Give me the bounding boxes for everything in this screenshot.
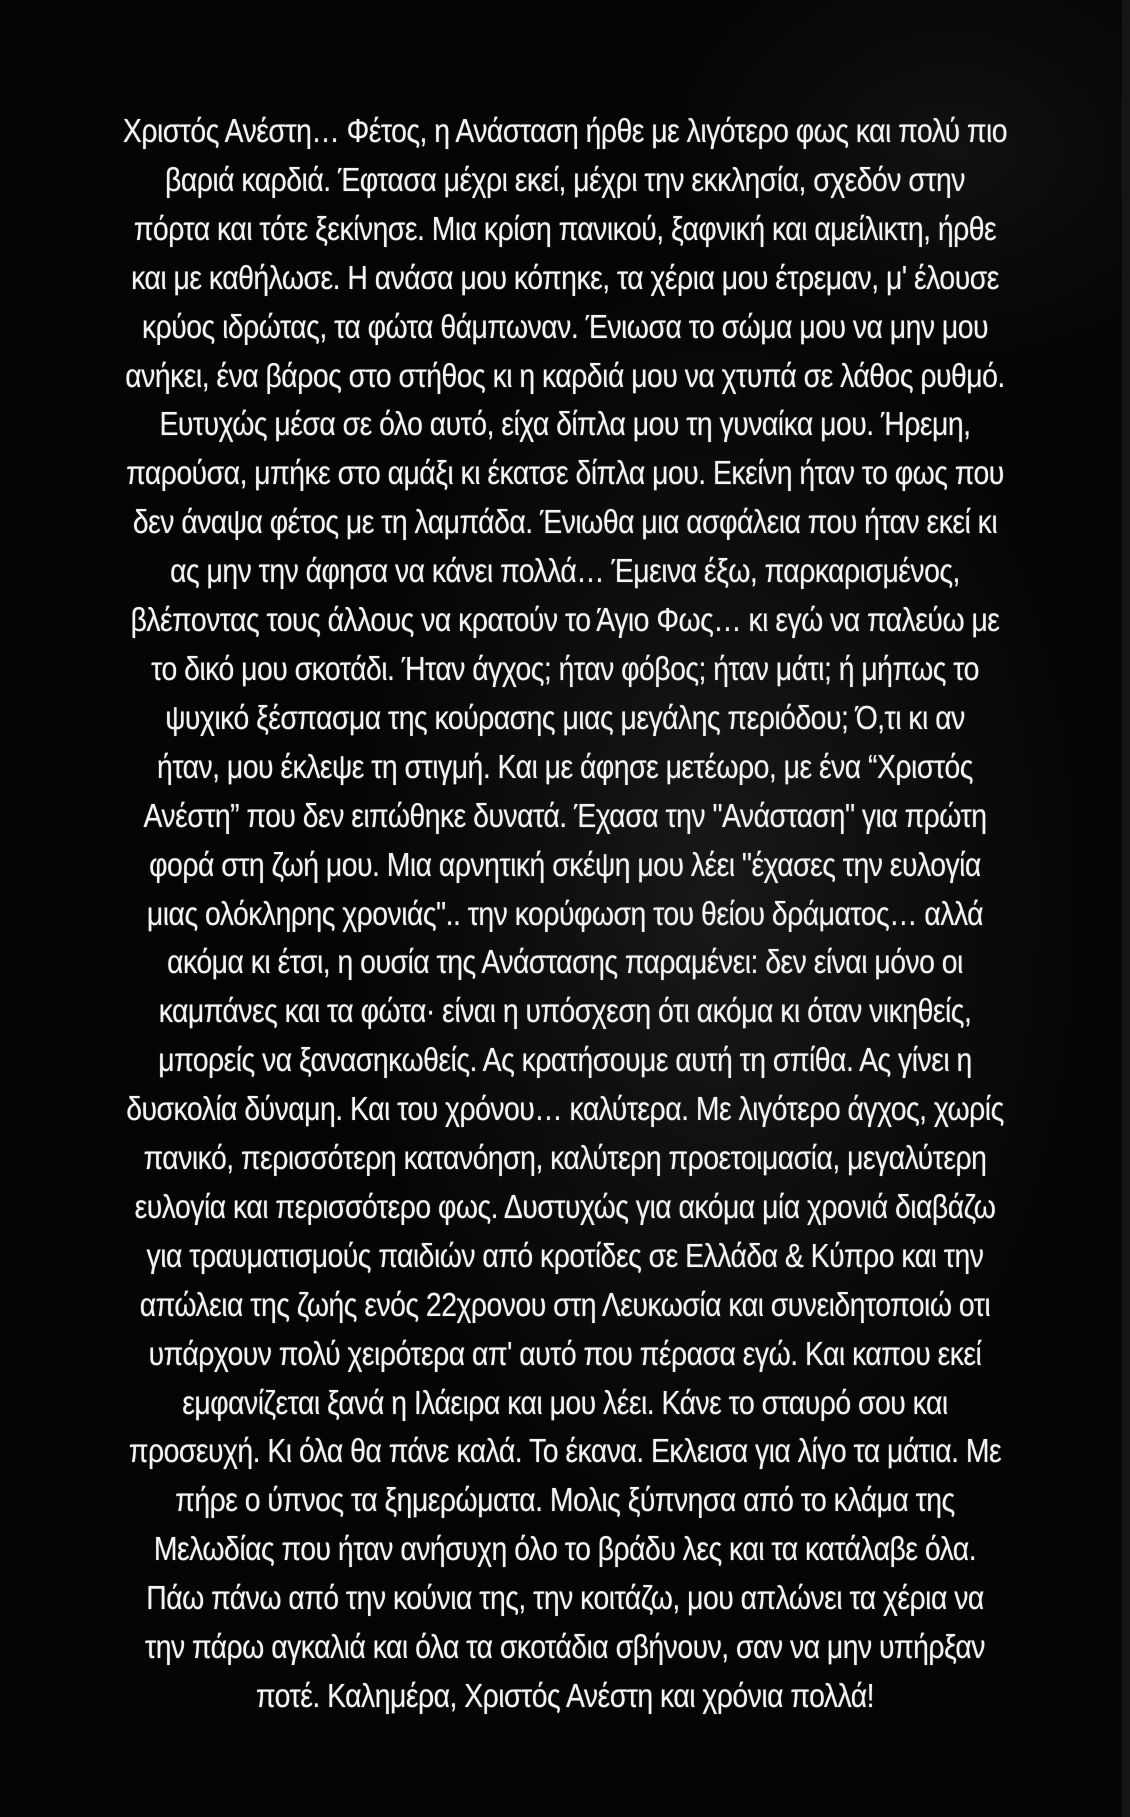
text-line: φορά στη ζωή μου. Μια αρνητική σκέψη μου λέει "έχασες την ευλογία — [149, 845, 981, 883]
text-line: παρούσα, μπήκε στο αμάξι κι έκατσε δίπλα μου. Εκείνη ήταν το φως που — [126, 454, 1004, 492]
text-line: πήρε ο ύπνος τα ξημερώματα. Μολις ξύπνησα από το κλάμα της — [175, 1481, 955, 1519]
text-line: την πάρω αγκαλιά και όλα τα σκοτάδια σβήνουν, σαν να μην υπήρξαν — [144, 1628, 985, 1666]
text-line: ποτέ. Καλημέρα, Χριστός Ανέστη και χρόνια πολλά! — [256, 1677, 874, 1714]
text-line: βαριά καρδιά. Έφτασα μέχρι εκεί, μέχρι την εκκλησία, σχεδόν στην — [165, 160, 965, 198]
text-line: μιας ολόκληρης χρονιάς".. την κορύφωση του θείου δράματος… αλλά — [146, 894, 984, 932]
text-line: δεν άναψα φέτος με τη λαμπάδα. Ένιωθα μια ασφάλεια που ήταν εκεί κι — [132, 503, 998, 541]
text-line: πανικό, περισσότερη κατανόηση, καλύτερη προετοιμασία, μεγαλύτερη — [143, 1139, 987, 1177]
text-line: ας μην την άφησα να κάνει πολλά… Έμεινα έξω, παρκαρισμένος, — [170, 552, 960, 590]
text-line: κρύος ιδρώτας, τα φώτα θάμπωναν. Ένιωσα το σώμα μου να μην μου — [141, 307, 989, 345]
text-line: ήταν, μου έκλεψε τη στιγμή. Και με άφησε μετέωρο, με ένα “Χριστός — [157, 747, 973, 785]
text-line: εμφανίζεται ξανά η Ιλάειρα και μου λέει. Κάνε το σταυρό σου και — [182, 1383, 948, 1421]
text-line: ανήκει, ένα βάρος στο στήθος κι η καρδιά μου να χτυπά σε λάθος ρυθμό. — [125, 356, 1005, 394]
story-text-block — [0, 107, 1130, 1721]
text-line: βλέποντας τους άλλους να κρατούν το Άγιο Φως… κι εγώ να παλεύω με — [130, 601, 1000, 639]
text-line: το δικό μου σκοτάδι. Ήταν άγχος; ήταν φόβος; ήταν μάτι; ή μήπως το — [151, 649, 979, 687]
text-line: δυσκολία δύναμη. Και του χρόνου… καλύτερα. Με λιγότερο άγχος, χωρίς — [126, 1090, 1004, 1128]
text-line: ευλογία και περισσότερο φως. Δυστυχώς για ακόμα μία χρονιά διαβάζω — [134, 1187, 996, 1225]
text-line: καμπάνες και τα φώτα· είναι η υπόσχεση ότι ακόμα κι όταν νικηθείς, — [158, 992, 972, 1030]
text-line: υπάρχουν πολύ χειρότερα απ' αυτό που πέρασα εγώ. Και καπου εκεί — [148, 1334, 982, 1372]
text-line: για τραυματισμούς παιδιών από κροτίδες σε Ελλάδα & Κύπρο και την — [146, 1236, 984, 1274]
text-line: απώλεια της ζωής ενός 22χρονου στη Λευκωσία και συνειδητοποιώ οτι — [139, 1285, 991, 1323]
text-line: Χριστός Ανέστη… Φέτος, η Ανάσταση ήρθε με λιγότερο φως και πολύ πιο — [122, 112, 1008, 149]
text-line: μπορείς να ξανασηκωθείς. Ας κρατήσουμε αυτή τη σπίθα. Ας γίνει η — [158, 1041, 972, 1079]
text-line: Ανέστη” που δεν ειπώθηκε δυνατά. Έχασα την "Ανάσταση" για πρώτη — [143, 796, 987, 834]
text-line: Πάω πάνω από την κούνια της, την κοιτάζω, μου απλώνει τα χέρια να — [146, 1579, 984, 1617]
text-line: ακόμα κι έτσι, η ουσία της Ανάστασης παραμένει: δεν είναι μόνο οι — [167, 943, 963, 981]
text-line: Ευτυχώς μέσα σε όλο αυτό, είχα δίπλα μου τη γυναίκα μου. Ήρεμη, — [159, 405, 971, 443]
text-line: πόρτα και τότε ξεκίνησε. Μια κρίση πανικού, ξαφνική και αμείλικτη, ήρθε — [133, 209, 997, 247]
text-line: προσευχή. Κι όλα θα πάνε καλά. Το έκανα. Εκλεισα για λίγο τα μάτια. Με — [128, 1432, 1002, 1470]
text-line: και με καθήλωσε. Η ανάσα μου κόπηκε, τα χέρια μου έτρεμαν, μ' έλουσε — [131, 258, 999, 296]
text-line: Μελωδίας που ήταν ανήσυχη όλο το βράδυ λες και τα κατάλαβε όλα. — [153, 1530, 977, 1568]
text-line: ψυχικό ξέσπασμα της κούρασης μιας μεγάλης περιόδου; Ό,τι κι αν — [165, 698, 965, 736]
